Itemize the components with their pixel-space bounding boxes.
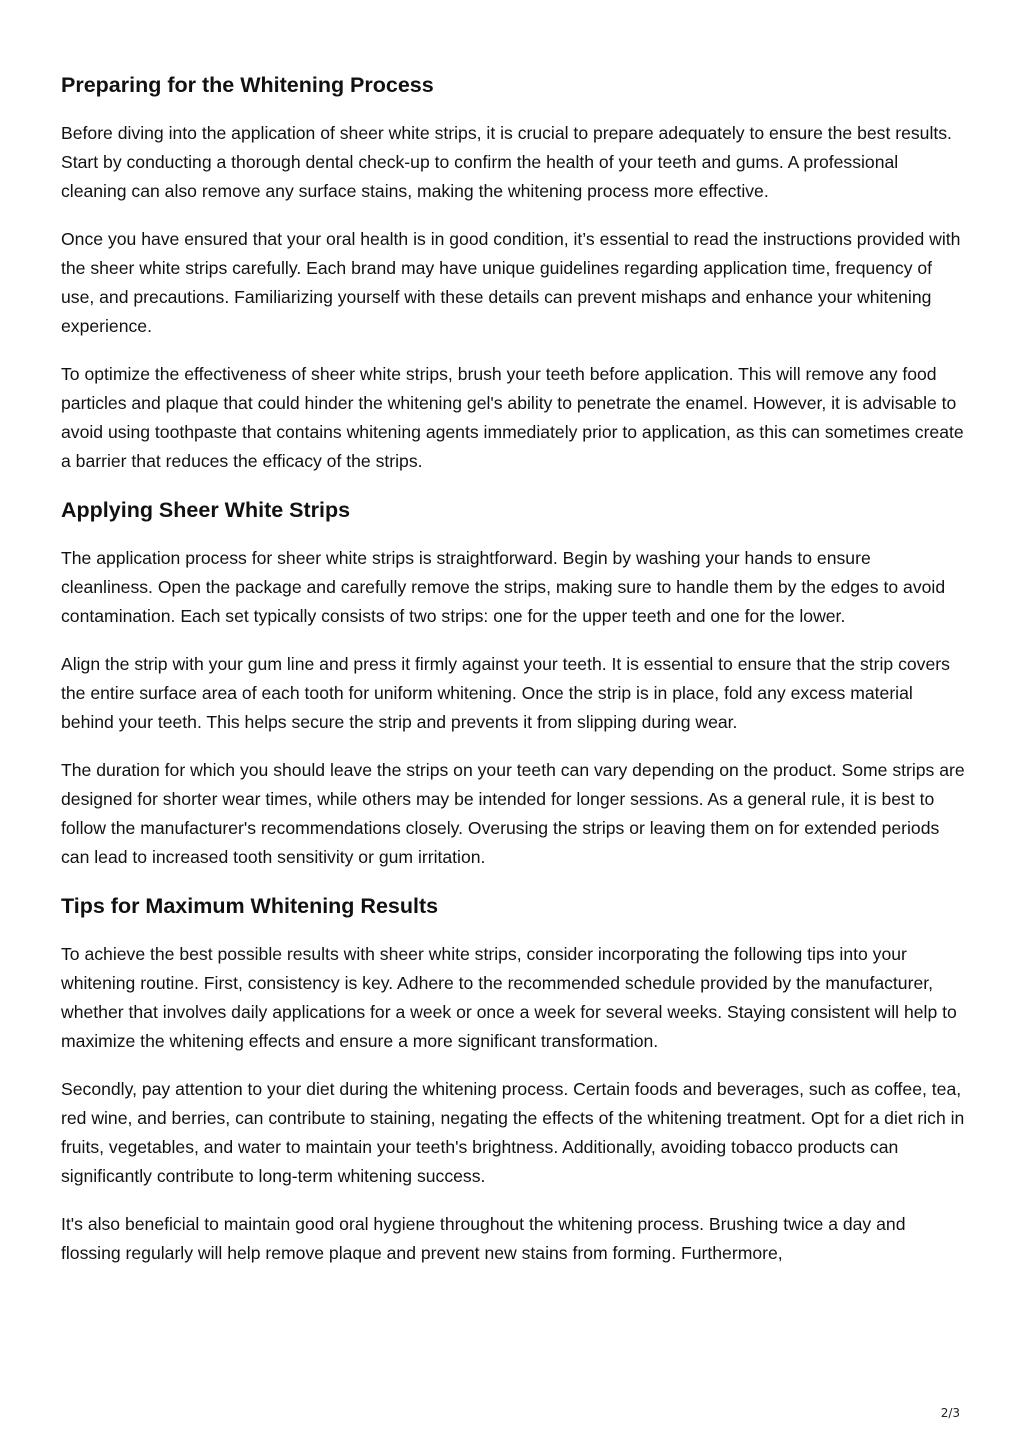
document-page <box>61 70 966 1287</box>
paragraph: To achieve the best possible results with sheer white strips, consider incorporating the following tips into your whitening routine. First, consistency is key. Adhere to the recommended schedule provided by the manufacturer, whether that involves daily applications for a week or once a week for several weeks. Staying consistent will help to maximize the whitening effects and ensure a more significant transformation. <box>61 944 957 1051</box>
paragraph: Secondly, pay attention to your diet during the whitening process. Certain foods and beverages, such as coffee, tea, red wine, and berries, can contribute to staining, negating the effects of the whitening treatment. Opt for a diet rich in fruits, vegetables, and water to maintain your teeth's brightness. Additionally, avoiding tobacco products can significantly contribute to long-term whitening success. <box>61 1079 965 1186</box>
paragraph: Align the strip with your gum line and press it firmly against your teeth. It is essential to ensure that the strip covers the entire surface area of each tooth for uniform whitening. Once the strip is in place, fold any excess material behind your teeth. This helps secure the strip and prevents it from slipping during wear. <box>61 654 950 732</box>
paragraph: It's also beneficial to maintain good oral hygiene throughout the whitening process. Brushing twice a day and flossing regularly will help remove plaque and prevent new stains from forming. Furthermore, <box>61 1214 906 1263</box>
section-heading: Preparing for the Whitening Process <box>61 73 434 97</box>
page-number: 2/3 <box>940 1406 960 1420</box>
paragraph: Before diving into the application of sheer white strips, it is crucial to prepare adequately to ensure the best results. Start by conducting a thorough dental check-up to confirm the health of your teeth and gums. A professional cleaning can also remove any surface stains, making the whitening process more effective. <box>61 123 952 201</box>
paragraph: The application process for sheer white strips is straightforward. Begin by washing your hands to ensure cleanliness. Open the package and carefully remove the strips, making sure to handle them by the edges to avoid contamination. Each set typically consists of two strips: one for the upper teeth and one for the lower. <box>61 548 946 626</box>
section-heading: Tips for Maximum Whitening Results <box>61 894 439 918</box>
paragraph: The duration for which you should leave the strips on your teeth can vary depending on the product. Some strips are designed for shorter wear times, while others may be intended for longer sessions. As a general rule, it is best to follow the manufacturer's recommendations closely. Overusing the strips or leaving them on for extended periods can lead to increased tooth sensitivity or gum irritation. <box>61 760 965 867</box>
section-tips <box>61 891 966 1268</box>
paragraph: To optimize the effectiveness of sheer white strips, brush your teeth before application. This will remove any food particles and plaque that could hinder the whitening gel's ability to penetrate the enamel. However, it is advisable to avoid using toothpaste that contains whitening agents immediately prior to application, as this can sometimes create a barrier that reduces the efficacy of the strips. <box>61 364 964 471</box>
section-heading: Applying Sheer White Strips <box>61 498 351 522</box>
paragraph: Once you have ensured that your oral health is in good condition, it’s essential to read the instructions provided with the sheer white strips carefully. Each brand may have unique guidelines regarding application time, frequency of use, and precautions. Familiarizing yourself with these details can prevent mishaps and enhance your whitening experience. <box>61 229 961 336</box>
section-applying <box>61 495 966 872</box>
section-preparing <box>61 70 966 476</box>
